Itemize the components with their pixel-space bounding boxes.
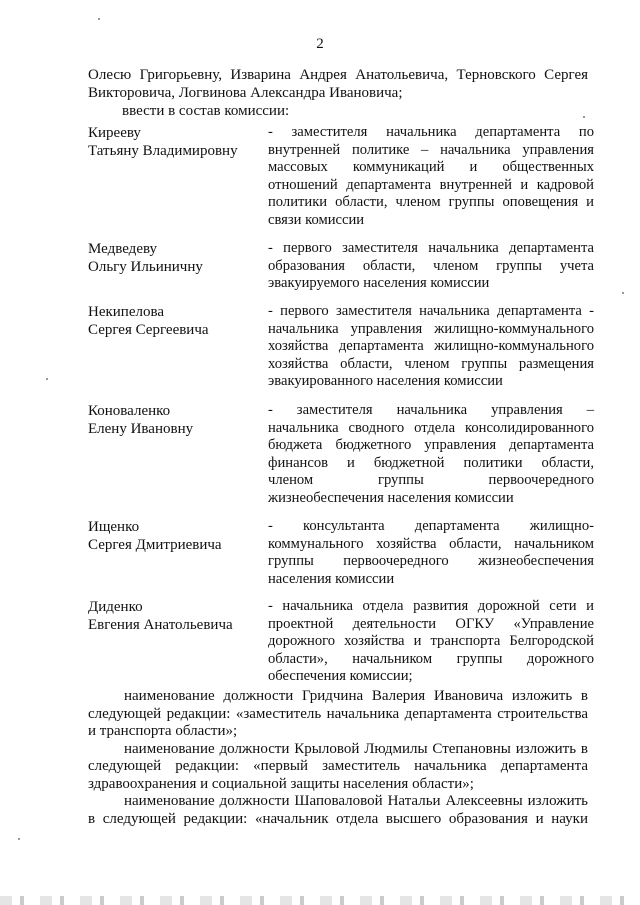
role-line: отношений департамента внутренней и кадровой <box>268 176 594 193</box>
member-surname: Диденко <box>88 599 143 615</box>
change-line: наименование должности Гридчина Валерия Ивановича изложить в <box>124 688 588 704</box>
change-paragraph <box>88 793 588 828</box>
member-name <box>88 518 258 554</box>
change-paragraph <box>88 688 588 741</box>
role-line: области», начальником группы дорожного <box>268 650 594 667</box>
change-line: следующей редакции: «заместитель начальника департамента строительства <box>88 705 588 722</box>
role-line: внутренней политике – начальника управления <box>268 141 594 158</box>
role-line: политики области, членом группы оповещения и <box>268 194 594 211</box>
member-role <box>268 518 594 588</box>
member-name <box>88 402 258 438</box>
member-role <box>268 124 594 230</box>
change-line: наименование должности Шаповаловой Натальи Алексеевны изложить <box>124 793 588 809</box>
member-role <box>268 598 594 686</box>
role-line: коммунального хозяйства области, начальником <box>268 535 594 552</box>
member-given-names: Ольгу Ильиничну <box>88 259 203 275</box>
intro-line: Олесю Григорьевну, Изварина Андрея Анатольевича, Терновского Сергея <box>88 67 588 83</box>
change-line: здравоохранения и социальной защиты населения области»; <box>88 775 474 792</box>
role-line: дорожного хозяйства и транспорта Белгородской <box>268 633 594 650</box>
role-line: населения комиссии <box>268 570 395 587</box>
role-line: членом группы первоочередного <box>268 472 594 489</box>
role-line: эвакуированного населения комиссии <box>268 373 503 390</box>
member-given-names: Евгения Анатольевича <box>88 617 233 633</box>
role-line: начальника управления жилищно-коммунального <box>268 320 594 337</box>
member-role <box>268 240 594 293</box>
member-name <box>88 124 258 160</box>
scan-bottom-edge <box>0 896 640 905</box>
role-line: - первого заместителя начальника департамента <box>268 240 594 256</box>
role-line: обеспечения комиссии; <box>268 668 413 685</box>
member-surname: Некипелова <box>88 304 165 320</box>
role-line: массовых коммуникаций и общественных <box>268 159 594 176</box>
role-line: бюджета бюджетного управления департамента <box>268 437 594 454</box>
scan-speck <box>46 378 48 380</box>
scan-speck <box>622 292 624 294</box>
member-role <box>268 402 594 508</box>
role-line: - заместителя начальника департамента по <box>268 124 594 140</box>
member-name <box>88 598 258 634</box>
intro-paragraph <box>88 66 588 120</box>
intro-line: ввести в состав комиссии: <box>122 103 290 119</box>
page-number: 2 <box>316 36 324 52</box>
member-name <box>88 303 258 339</box>
member-role <box>268 303 594 391</box>
role-line: жизнеобеспечения населения комиссии <box>268 489 514 506</box>
role-line: - консультанта департамента жилищно- <box>268 518 594 534</box>
member-given-names: Татьяну Владимировну <box>88 143 238 159</box>
member-given-names: Сергея Сергеевича <box>88 322 209 338</box>
member-surname: Коноваленко <box>88 403 171 419</box>
member-surname: Медведеву <box>88 241 158 257</box>
change-line: в следующей редакции: «начальник отдела высшего образования и науки <box>88 810 588 827</box>
role-line: - первого заместителя начальника департамента - <box>268 303 594 319</box>
change-paragraph <box>88 741 588 794</box>
role-line: хозяйства области, членом группы размещения <box>268 355 594 372</box>
change-line: следующей редакции: «первый заместитель начальника департамента <box>88 758 588 774</box>
member-surname: Кирееву <box>88 125 141 141</box>
scan-speck <box>98 18 100 20</box>
role-line: финансов и бюджетной политики области, <box>268 454 594 471</box>
scan-speck <box>18 838 20 840</box>
role-line: эвакуируемого населения комиссии <box>268 275 490 292</box>
scan-speck <box>583 116 585 118</box>
member-given-names: Сергея Дмитриевича <box>88 537 222 553</box>
role-line: хозяйства департамента жилищно-коммунального <box>268 338 594 355</box>
member-surname: Ищенко <box>88 519 140 535</box>
intro-line: Викторовича, Логвинова Александра Ивановича; <box>88 85 403 101</box>
role-line: образования области, членом группы учета <box>268 257 594 274</box>
role-line: группы первоочередного жизнеобеспечения <box>268 553 594 570</box>
change-line: наименование должности Крыловой Людмилы Степановны изложить в <box>124 740 588 757</box>
member-given-names: Елену Ивановну <box>88 421 194 437</box>
title-changes-section <box>88 688 588 828</box>
role-line: начальника сводного отдела консолидированного <box>268 419 594 436</box>
role-line: - заместителя начальника управления – <box>268 402 594 418</box>
change-line: и транспорта области»; <box>88 723 238 739</box>
role-line: - начальника отдела развития дорожной сети и <box>268 598 594 614</box>
member-name <box>88 240 258 276</box>
role-line: проектной деятельности ОГКУ «Управление <box>268 615 594 632</box>
role-line: связи комиссии <box>268 211 365 228</box>
